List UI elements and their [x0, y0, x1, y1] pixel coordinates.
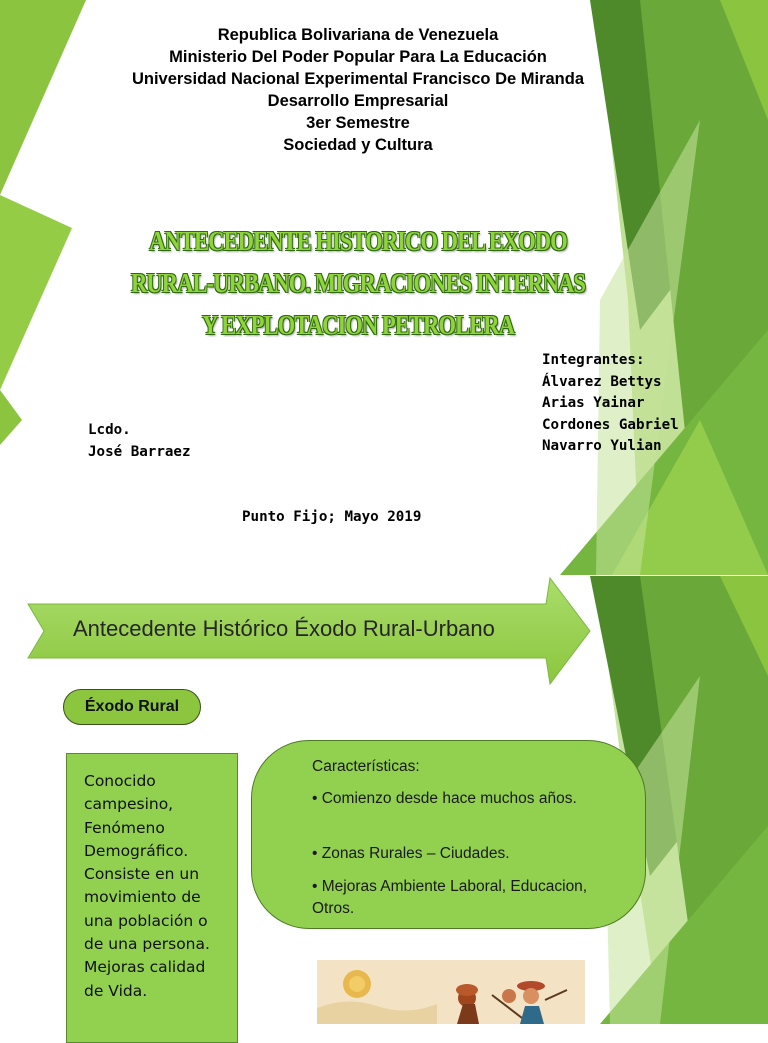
exodo-rural-label: Éxodo Rural — [63, 689, 201, 725]
title-line-2: RURAL-URBANO. MIGRACIONES INTERNAS — [130, 268, 586, 298]
migrant-farmers-illustration — [317, 960, 585, 1024]
institution-header — [0, 24, 716, 156]
professor-name: José Barraez — [88, 443, 191, 460]
characteristic-item: • Comienzo desde hace muchos años. — [312, 790, 577, 807]
slide-2-title: Antecedente Histórico Éxodo Rural-Urbano — [73, 616, 495, 641]
definition-line: de una persona. — [84, 935, 210, 954]
header-line-4: Desarrollo Empresarial — [267, 92, 449, 110]
header-line-5: 3er Semestre — [306, 114, 410, 132]
characteristic-item: • Zonas Rurales – Ciudades. — [312, 845, 510, 862]
characteristics-title: Características: — [312, 758, 420, 775]
members-list — [542, 350, 679, 458]
professor-title: Lcdo. — [88, 422, 131, 438]
definition-box — [66, 753, 238, 1043]
definition-line: Demográfico. — [84, 841, 189, 860]
header-line-2: Ministerio Del Poder Popular Para La Educación — [169, 48, 547, 66]
title-line-3: Y EXPLOTACION PETROLERA — [201, 310, 515, 340]
definition-line: movimiento de — [84, 888, 201, 907]
member-name: Álvarez Bettys — [542, 373, 662, 390]
member-name: Cordones Gabriel — [542, 416, 679, 433]
members-heading: Integrantes: — [542, 352, 645, 368]
professor — [88, 420, 191, 463]
place-date: Punto Fijo; Mayo 2019 — [242, 509, 422, 525]
definition-line: de Vida. — [84, 981, 148, 1000]
definition-line: campesino, — [84, 795, 174, 814]
definition-line: Conocido — [84, 772, 156, 790]
definition-line: Fenómeno — [84, 818, 165, 837]
header-line-6: Sociedad y Cultura — [283, 136, 433, 154]
member-name: Navarro Yulian — [542, 438, 662, 454]
definition-line: Consiste en un — [84, 865, 200, 884]
definition-line: una población o — [84, 911, 208, 930]
characteristic-item: • Mejoras Ambiente Laboral, Educacion, Otros. — [312, 878, 588, 917]
main-title — [0, 220, 716, 346]
header-line-1: Republica Bolivariana de Venezuela — [217, 26, 499, 44]
title-line-1: ANTECEDENTE HISTORICO DEL EXODO — [149, 226, 567, 256]
header-line-3: Universidad Nacional Experimental Francisco De Miranda — [131, 70, 585, 88]
definition-line: Mejoras calidad — [84, 958, 206, 977]
member-name: Arias Yainar — [542, 395, 645, 411]
